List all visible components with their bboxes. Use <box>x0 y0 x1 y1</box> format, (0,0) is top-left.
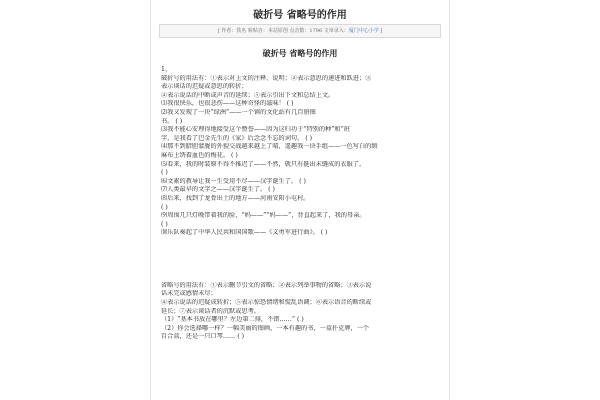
text-line: 麻布上绣着血色的梅花。 ( ) <box>161 151 238 159</box>
text-line: 字，是我看了巴金先生的《家》后念念不忘的词句。 ( ) <box>161 134 313 142</box>
meta-end: ] <box>378 28 383 34</box>
text-line: ( ) <box>161 220 168 228</box>
text-line: 话未完或感情未尽； <box>161 290 217 298</box>
article-content <box>151 60 449 342</box>
section-number: 1、 <box>161 66 172 73</box>
text-line: ⑼周围几只灯晚带着我的脸，“妈——”“妈——”，背直起来了，我的母亲。 <box>161 212 366 220</box>
author-link[interactable]: 厦门中心小学 <box>348 28 379 34</box>
text-line: ⑶我不能心安理得地接受这个赞誉——因为这归功于“特别的种”和“班 <box>161 126 350 134</box>
document-page <box>150 0 450 400</box>
text-line: ( ) <box>161 169 168 177</box>
text-line: ④表示说话的中断或声音的延续；⑤表示引出下文和总结上文。 <box>161 91 335 99</box>
text-line: ⑻后来，找到了龙骨出土的地方——河南安阳小屯村。 <box>161 194 310 202</box>
article-meta-bar <box>159 24 441 38</box>
text-line: 延长；⑦表示谈话者的沉默或思考。 <box>161 307 260 315</box>
ellipsis-section <box>161 282 439 342</box>
text-line: ⑴我很快乐，也很悲伤——这种奇怪的滋味！ ( ) <box>161 100 294 108</box>
text-line: ⑸看来，我的时装原不得不推迟了——不然，就只有挺出未缝成的衣服了。 <box>161 160 366 168</box>
article-title: 破折号 省略号的作用 <box>262 48 338 58</box>
blank-space <box>161 238 439 282</box>
text-line: 书。 ( ) <box>161 117 183 125</box>
text-line: ⑽乐队奏起了中华人民共和国国歌——《义勇军进行曲》。 ( ) <box>161 229 328 237</box>
text-line: 百合盒，还是一只口琴…… ( ) <box>161 333 245 341</box>
text-line: 省略号的用法有：①表示删节引文的省略；②表示列举事物的省略；③表示说 <box>161 281 372 289</box>
text-line: 破折号的用法有：①表示对上文的注释、说明；②表示意思的递进和跃进；③ <box>161 74 372 82</box>
text-line: （1）“基本书放在哪里？左边第二排，不错……” ( ) <box>161 316 304 324</box>
text-line: （2）你会选择哪一样？一幅美丽的图画，一本有趣的书，一盒扑克牌，一个 <box>161 324 370 332</box>
text-line: ④表示说话的迟疑成转折；⑤表示惊恐情绪和慌乱语调；⑥表示语音的断续或 <box>161 299 372 307</box>
text-line: ( ) <box>161 203 168 211</box>
meta-text: [ 作者：佚名 转贴自：本站原创 点击数：1796 文章录入： <box>217 28 349 34</box>
dash-section <box>161 75 439 238</box>
text-line: ⑹文素的教导让我一生受用不尽——汉字诞生了。 ( ) <box>161 177 306 185</box>
text-line: ⑺人类最早的文字之——汉字诞生了。 ( ) <box>161 186 275 194</box>
text-line: 表示谈话的迟疑或意思的转折； <box>161 83 248 91</box>
text-line: ⑷那不到腊胆蒙胧的外貌交战越来越上了晴，遥趣我一块手组——一色写白的缎 <box>161 143 378 151</box>
text-line: ⑵我又发现了一块“绿洲”——一个镇的文化站有几百册图 <box>161 108 316 116</box>
page-title: 破折号 省略号的作用 <box>253 10 347 21</box>
